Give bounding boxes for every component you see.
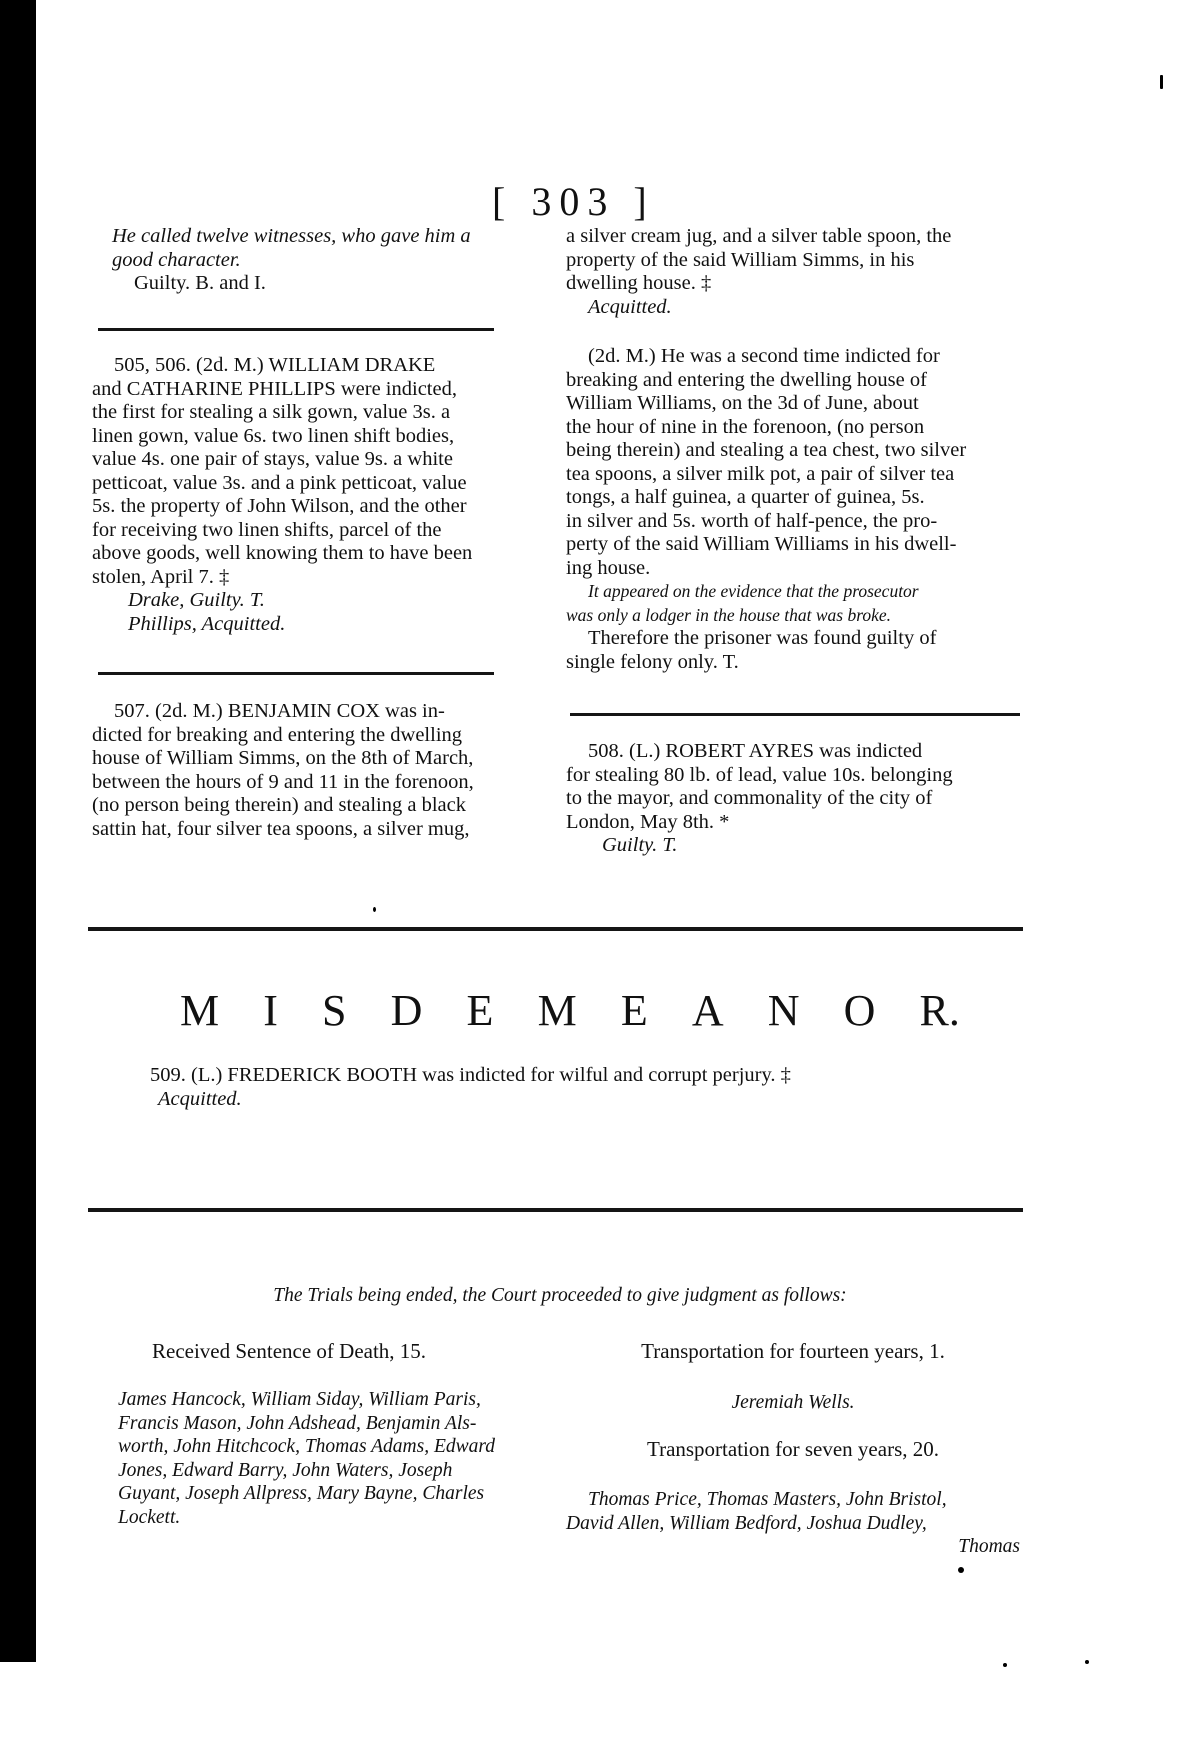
case-text-line: (2d. M.) He was a second time indicted for bbox=[588, 345, 940, 367]
name-line: worth, John Hitchcock, Thomas Adams, Edward bbox=[118, 1436, 495, 1457]
case-text-line: William Williams, on the 3d of June, about bbox=[566, 392, 919, 414]
section-title bbox=[180, 985, 960, 1036]
case-text-line: between the hours of 9 and 11 in the forenoon, bbox=[92, 770, 474, 793]
title-letter: E bbox=[620, 986, 648, 1035]
case-text-line: for stealing 80 lb. of lead, value 10s. belonging bbox=[566, 763, 953, 786]
transport14-heading: Transportation for fourteen years, 1. bbox=[641, 1339, 945, 1363]
catchword: Thomas bbox=[958, 1536, 1020, 1557]
case-text-line: stolen, April 7. ‡ bbox=[92, 565, 230, 588]
title-letter: E bbox=[466, 986, 494, 1035]
name-line: David Allen, William Bedford, Joshua Dudley, bbox=[566, 1512, 927, 1534]
evidence-note: It appeared on the evidence that the prosecutor bbox=[588, 581, 919, 601]
name-line: James Hancock, William Siday, William Paris, bbox=[118, 1389, 481, 1410]
divider-rule bbox=[98, 672, 494, 675]
case-text-line: the first for stealing a silk gown, value 3s. a bbox=[92, 401, 451, 423]
book-spine-shadow bbox=[0, 0, 36, 1662]
verdict: Guilty. B. and I. bbox=[134, 272, 266, 294]
case-text-line: (no person being therein) and stealing a black bbox=[92, 794, 466, 816]
name-line: Lockett. bbox=[118, 1506, 181, 1528]
case-text-line: linen gown, value 6s. two linen shift bodies, bbox=[92, 424, 455, 447]
transport7-heading: Transportation for seven years, 20. bbox=[646, 1437, 939, 1461]
case-text-line: 505, 506. (2d. M.) WILLIAM DRAKE bbox=[114, 354, 436, 376]
case-second-indictment bbox=[566, 345, 1020, 674]
case-text-line: dicted for breaking and entering the dwelling bbox=[92, 723, 463, 746]
case-text-line: property of the said William Simms, in his bbox=[566, 248, 915, 271]
case-text-line: house of William Simms, on the 8th of March, bbox=[92, 747, 474, 769]
case-507 bbox=[92, 700, 494, 841]
case-text-line: and CATHARINE PHILLIPS were indicted, bbox=[92, 377, 457, 400]
transport14-names: Jeremiah Wells. bbox=[731, 1392, 855, 1413]
judgment-intro: The Trials being ended, the Court proceeded to give judgment as follows: bbox=[273, 1285, 847, 1306]
case-509 bbox=[150, 1064, 970, 1111]
case-text-line: above goods, well knowing them to have been bbox=[92, 542, 473, 564]
divider-rule bbox=[98, 328, 494, 331]
title-letter: O bbox=[843, 986, 876, 1035]
witness-line: He called twelve witnesses, who gave him a bbox=[112, 225, 471, 247]
verdict: Phillips, Acquitted. bbox=[128, 612, 286, 635]
title-letter: I bbox=[263, 986, 278, 1035]
left-top-fragment bbox=[112, 225, 492, 296]
case-text-line: breaking and entering the dwelling house of bbox=[566, 368, 927, 391]
case-text-line: Therefore the prisoner was found guilty of bbox=[588, 627, 937, 649]
case-text-line: perty of the said William Williams in his dwell- bbox=[566, 533, 957, 555]
scan-speck bbox=[958, 1567, 964, 1573]
verdict: Acquitted. bbox=[158, 1087, 242, 1110]
title-letter: A bbox=[691, 986, 724, 1035]
case-text-line: the hour of nine in the forenoon, (no person bbox=[566, 415, 925, 438]
transport7-names bbox=[566, 1488, 1020, 1559]
witness-line: good character. bbox=[112, 248, 241, 271]
scan-speck bbox=[1085, 1660, 1089, 1664]
case-text-line: 5s. the property of John Wilson, and the other bbox=[92, 495, 467, 517]
case-text-line: a silver cream jug, and a silver table spoon, the bbox=[566, 225, 952, 247]
death-heading: Received Sentence of Death, 15. bbox=[152, 1339, 427, 1363]
case-text-line: 509. (L.) FREDERICK BOOTH was indicted for wilful and corrupt perjury. ‡ bbox=[150, 1064, 791, 1086]
case-text-line: sattin hat, four silver tea spoons, a silver mug, bbox=[92, 817, 470, 840]
case-text-line: ing house. bbox=[566, 556, 651, 579]
case-text-line: in silver and 5s. worth of half-pence, the pro- bbox=[566, 509, 938, 532]
case-text-line: 507. (2d. M.) BENJAMIN COX was in- bbox=[114, 700, 445, 722]
verdict: Acquitted. bbox=[588, 295, 672, 318]
case-508 bbox=[566, 740, 1020, 858]
section-rule bbox=[88, 1208, 1023, 1212]
case-text-line: 508. (L.) ROBERT AYRES was indicted bbox=[588, 740, 923, 762]
title-letter: S bbox=[322, 986, 347, 1035]
title-letter: M bbox=[180, 986, 220, 1035]
page-number: [ 303 ] bbox=[492, 179, 655, 224]
name-line: Thomas Price, Thomas Masters, John Bristol, bbox=[588, 1489, 947, 1510]
case-505 bbox=[92, 354, 494, 636]
name-line: Jones, Edward Barry, John Waters, Joseph bbox=[118, 1459, 453, 1481]
case-text-line: being therein) and stealing a tea chest, two silver bbox=[566, 439, 967, 461]
verdict: Drake, Guilty. T. bbox=[128, 589, 265, 611]
scan-speck bbox=[1003, 1663, 1007, 1667]
scan-speck bbox=[373, 907, 376, 912]
title-letter: M bbox=[537, 986, 577, 1035]
title-letter: R. bbox=[919, 986, 960, 1035]
verdict: Guilty. T. bbox=[602, 834, 678, 856]
case-text-line: single felony only. T. bbox=[566, 650, 739, 673]
evidence-note: was only a lodger in the house that was broke. bbox=[566, 604, 892, 625]
title-letter: N bbox=[767, 986, 800, 1035]
section-rule bbox=[88, 927, 1023, 931]
case-text-line: to the mayor, and commonality of the city of bbox=[566, 787, 933, 809]
case-text-line: tongs, a half guinea, a quarter of guinea, 5s. bbox=[566, 486, 925, 508]
case-text-line: tea spoons, a silver milk pot, a pair of silver tea bbox=[566, 462, 955, 485]
case-text-line: London, May 8th. * bbox=[566, 810, 730, 833]
divider-rule bbox=[570, 713, 1020, 716]
death-names bbox=[118, 1388, 548, 1529]
case-text-line: for receiving two linen shifts, parcel of the bbox=[92, 518, 442, 541]
scan-speck bbox=[1160, 75, 1163, 89]
right-top-fragment bbox=[566, 225, 1020, 319]
case-text-line: petticoat, value 3s. and a pink petticoat, value bbox=[92, 471, 467, 494]
name-line: Guyant, Joseph Allpress, Mary Bayne, Charles bbox=[118, 1483, 485, 1504]
case-text-line: value 4s. one pair of stays, value 9s. a white bbox=[92, 448, 453, 470]
name-line: Francis Mason, John Adshead, Benjamin Als- bbox=[118, 1412, 477, 1434]
case-text-line: dwelling house. ‡ bbox=[566, 272, 712, 294]
title-letter: D bbox=[390, 986, 423, 1035]
